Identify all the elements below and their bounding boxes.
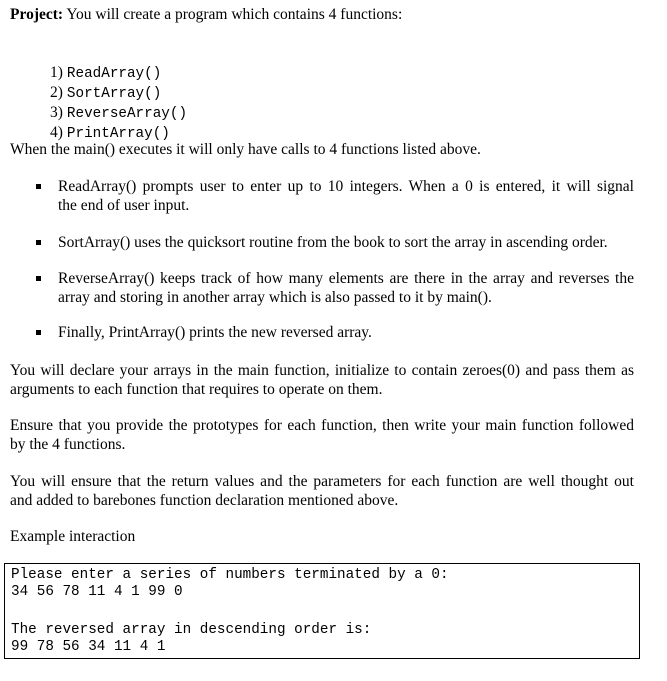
console-input: 34 56 78 11 4 1 99 0 (11, 584, 183, 600)
function-number: 3) (50, 104, 63, 121)
paragraph (10, 472, 634, 510)
paragraph-line: arguments to each function that requires to operate on them. (10, 381, 383, 398)
console-output-box (4, 563, 640, 659)
function-number: 1) (50, 64, 63, 81)
paragraph-line: Ensure that you provide the prototypes for each function, then write your main function followed (10, 417, 634, 434)
project-intro: You will create a program which contains 4 functions: (63, 6, 403, 23)
bullet-text (58, 269, 634, 307)
bullet-line: array and storing in another array which is also passed to it by main(). (58, 289, 492, 306)
console-result: 99 78 56 34 11 4 1 (11, 639, 166, 655)
function-number: 4) (50, 124, 63, 141)
function-name: ReverseArray() (66, 106, 188, 122)
paragraph-line: You will ensure that the return values and the parameters for each function are well thought out (10, 473, 634, 490)
paragraph (10, 416, 634, 454)
bullet-line: ReadArray() prompts user to enter up to 10 integers. When a 0 is entered, it will signal (58, 178, 634, 195)
bullet-line: the end of user input. (58, 197, 190, 214)
bullet-icon (36, 240, 41, 245)
paragraph-line: and added to barebones function declaration mentioned above. (10, 492, 399, 509)
project-label: Project: (10, 6, 64, 23)
bullet-line: ReverseArray() keeps track of how many elements are there in the array and reverses the (58, 270, 634, 287)
project-heading (10, 5, 402, 24)
paragraph-line: You will declare your arrays in the main function, initialize to contain zeroes(0) and pass them as (10, 362, 634, 379)
console-result-label: The reversed array in descending order is: (11, 622, 372, 638)
function-name: SortArray() (66, 86, 162, 102)
console-prompt: Please enter a series of numbers terminated by a 0: (11, 567, 449, 583)
function-name: PrintArray() (66, 126, 170, 142)
bullet-icon (36, 330, 41, 335)
bullet-text: Finally, PrintArray() prints the new reversed array. (58, 324, 372, 341)
function-number: 2) (50, 84, 63, 101)
bullet-text (58, 177, 634, 215)
paragraph-line: by the 4 functions. (10, 436, 126, 453)
bullet-icon (36, 276, 41, 281)
paragraph (10, 361, 634, 399)
example-heading: Example interaction (10, 528, 136, 545)
main-note: When the main() executes it will only have calls to 4 functions listed above. (10, 141, 481, 158)
bullet-text: SortArray() uses the quicksort routine from the book to sort the array in ascending order. (58, 234, 608, 251)
function-name: ReadArray() (66, 66, 162, 82)
bullet-icon (36, 184, 41, 189)
